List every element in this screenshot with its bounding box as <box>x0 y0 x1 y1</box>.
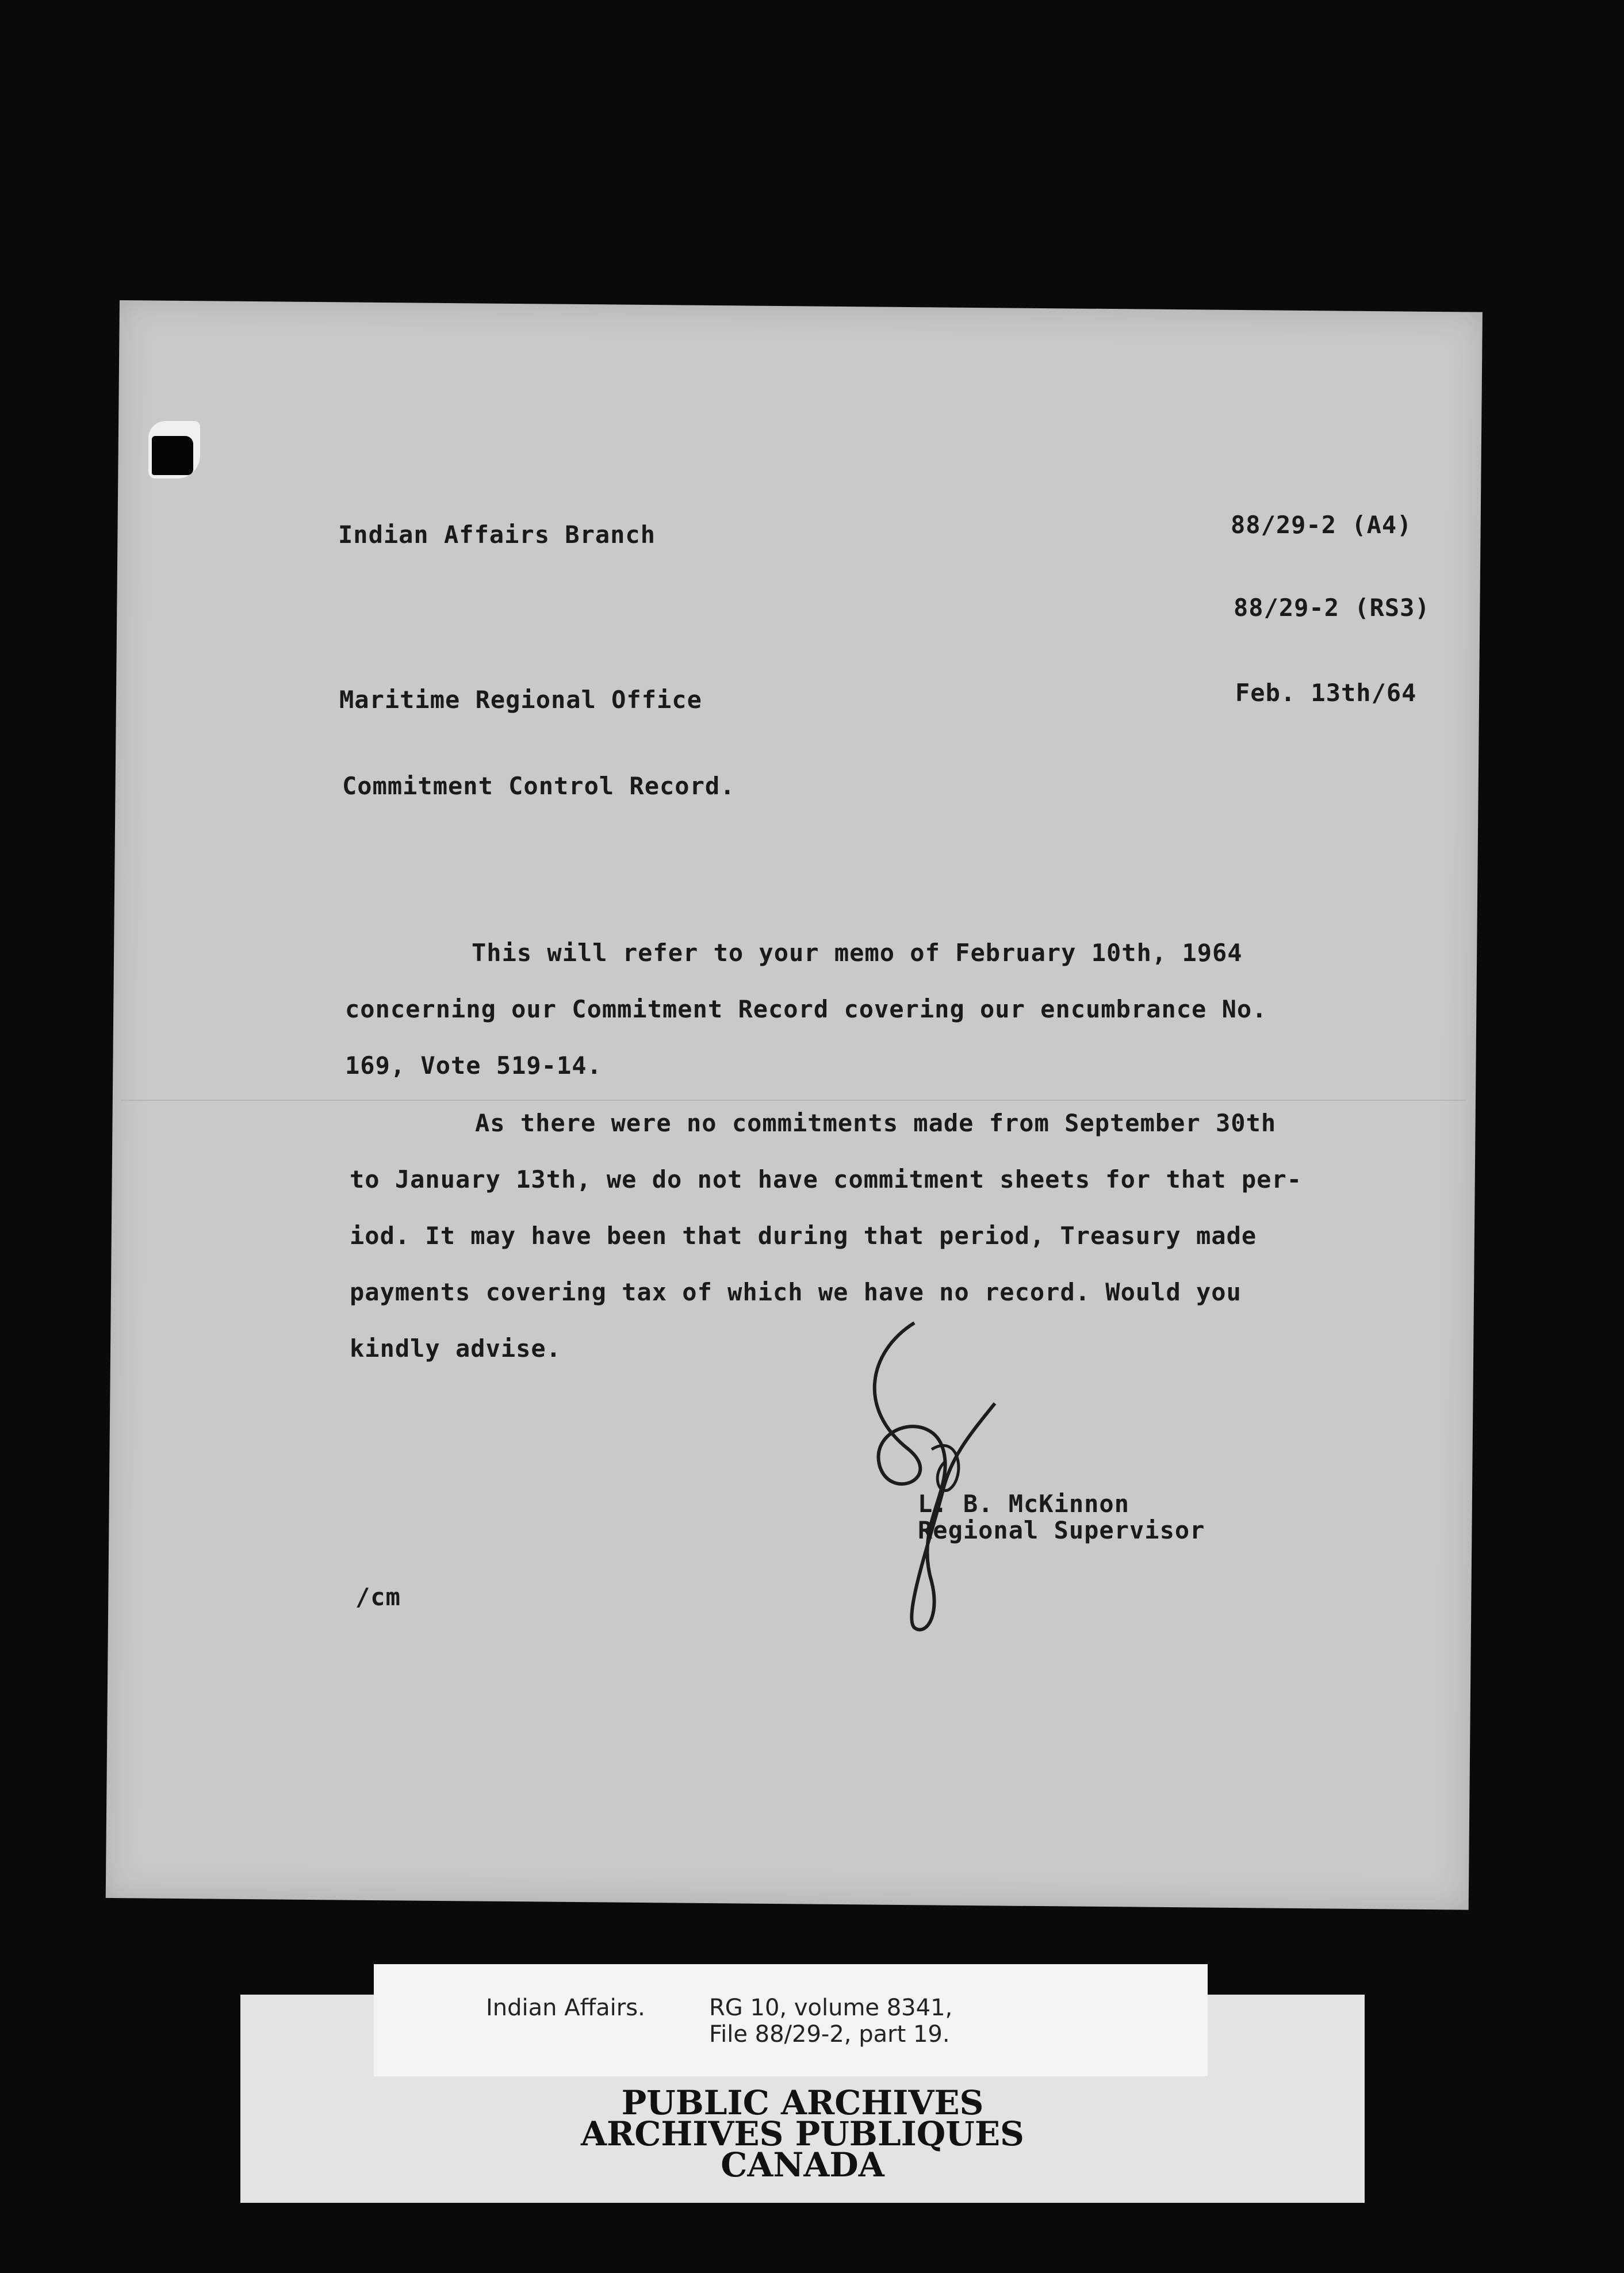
archive-stamp-line-3: CANADA <box>721 2145 884 2184</box>
paragraph-2-line: kindly advise. <box>350 1334 562 1363</box>
signer-title: Regional Supervisor <box>918 1516 1205 1544</box>
paragraph-2 <box>350 1095 1302 1377</box>
archive-file: File 88/29-2, part 19. <box>709 2021 950 2048</box>
header-branch: Indian Affairs Branch <box>338 521 656 549</box>
paragraph-2-line: to January 13th, we do not have commitment sheets for that per- <box>350 1165 1303 1193</box>
archive-volume: RG 10, volume 8341, <box>709 1995 953 2021</box>
paragraph-1-line: This will refer to your memo of February 10th, 1964 <box>472 939 1243 967</box>
paragraph-2-line: payments covering tax of which we have no record. Would you <box>350 1278 1242 1306</box>
archive-stamp-line-2: ARCHIVES PUBLIQUES <box>581 2114 1024 2153</box>
signer-name: L. B. McKinnon <box>918 1490 1130 1518</box>
file-reference-2: 88/29-2 (RS3) <box>1234 594 1430 622</box>
paragraph-1-line: 169, Vote 519-14. <box>345 1051 602 1080</box>
paragraph-1 <box>345 925 1267 1094</box>
paragraph-2-line: As there were no commitments made from September 30th <box>475 1109 1277 1137</box>
archive-collection: Indian Affairs. <box>486 1995 645 2021</box>
typist-initials: /cm <box>355 1583 401 1611</box>
letter-date: Feb. 13th/64 <box>1235 679 1417 707</box>
punch-hole-shadow <box>152 436 193 475</box>
paragraph-2-line: iod. It may have been that during that period, Treasury made <box>350 1222 1257 1250</box>
office-name: Maritime Regional Office <box>339 686 702 714</box>
archive-stamp-line-1: PUBLIC ARCHIVES <box>621 2083 984 2122</box>
paragraph-1-line: concerning our Commitment Record covering our encumbrance No. <box>345 995 1267 1023</box>
subject-line: Commitment Control Record. <box>342 772 736 800</box>
handwritten-signature <box>845 1317 1035 1639</box>
file-reference-1: 88/29-2 (A4) <box>1231 511 1412 539</box>
